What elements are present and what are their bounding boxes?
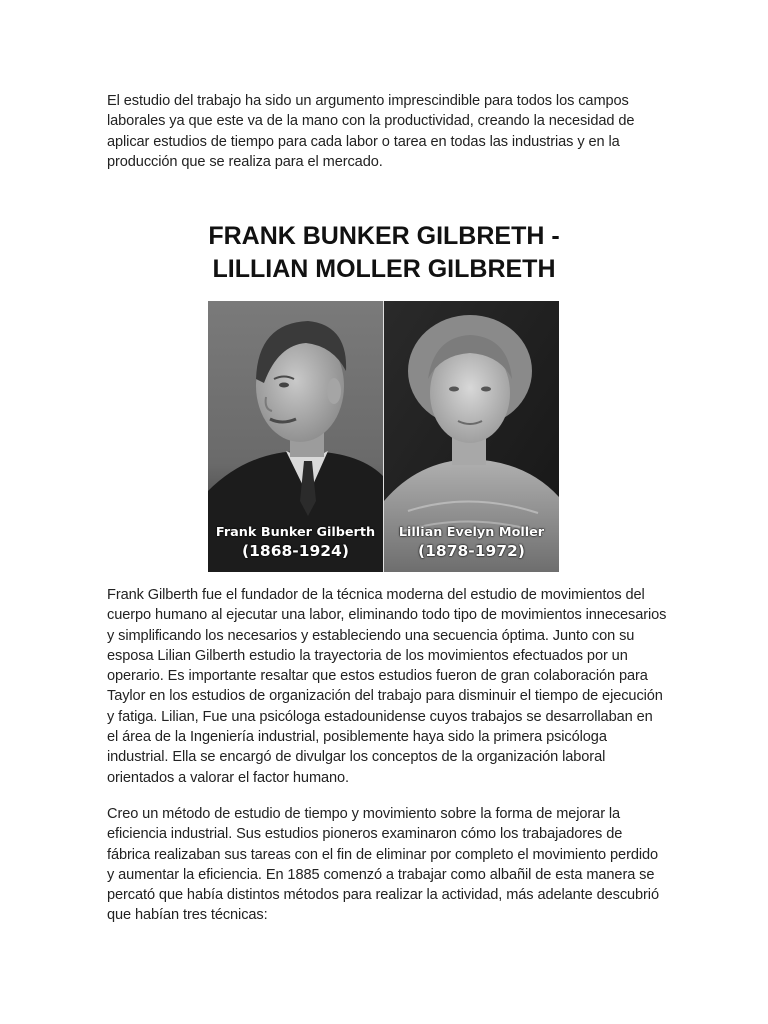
gilbreth-portraits-photo [208,301,559,572]
biography-paragraph: Frank Gilberth fue el fundador de la técnica moderna del estudio de movimientos del cuerpo humano al ejecutar una labor, eliminando todo tipo de movimientos innecesarios y simplificando los necesarios y estableciendo una secuencia óptima. Junto con su esposa Lilian Gilberth estudio la trayectoria de los movimientos efectuados por un operario. Es importante resaltar que estos estudios fueron de gran colaboración para Taylor en los estudios de organización del trabajo para disminuir el tiempo de ejecución y fatiga. Lilian, Fue una psicóloga estadounidense cuyos trabajos se desarrollaban en el área de la Ingeniería industrial, posiblemente haya sido la primera psicóloga industrial. Ella se encargó de divulgar los conceptos de la organización laboral orientados a valorar el factor humano. [107,587,667,786]
lillian-caption-name: Lillian Evelyn Moller [398,525,545,540]
frank-caption-years: (1868-1924) [242,542,349,560]
title-line-1: FRANK BUNKER GILBRETH - [208,222,560,250]
frank-caption [208,525,383,561]
page-title [0,220,768,286]
lillian-caption-years: (1878-1972) [418,542,525,560]
method-paragraph: Creo un método de estudio de tiempo y movimiento sobre la forma de mejorar la eficiencia industrial. Sus estudios pioneros examinaron cómo los trabajadores de fábrica realizaban sus tareas con el fin de eliminar por completo el movimiento perdido y aumentar la eficiencia. En 1885 comenzó a trabajar como albañil de esta manera se percató que había distintos métodos para realizar la actividad, más adelante descubrió que habían tres técnicas: [107,806,659,924]
lillian-caption [384,525,559,561]
intro-paragraph: El estudio del trabajo ha sido un argumento imprescindible para todos los campos laborales ya que este va de la mano con la productividad, creando la necesidad de aplicar estudios de tiempo para cada labor o tarea en todas las industrias y en la producción que se realiza para el mercado. [107,93,635,170]
frank-caption-name: Frank Bunker Gilberth [215,525,376,540]
title-line-2: LILLIAN MOLLER GILBRETH [212,255,556,283]
